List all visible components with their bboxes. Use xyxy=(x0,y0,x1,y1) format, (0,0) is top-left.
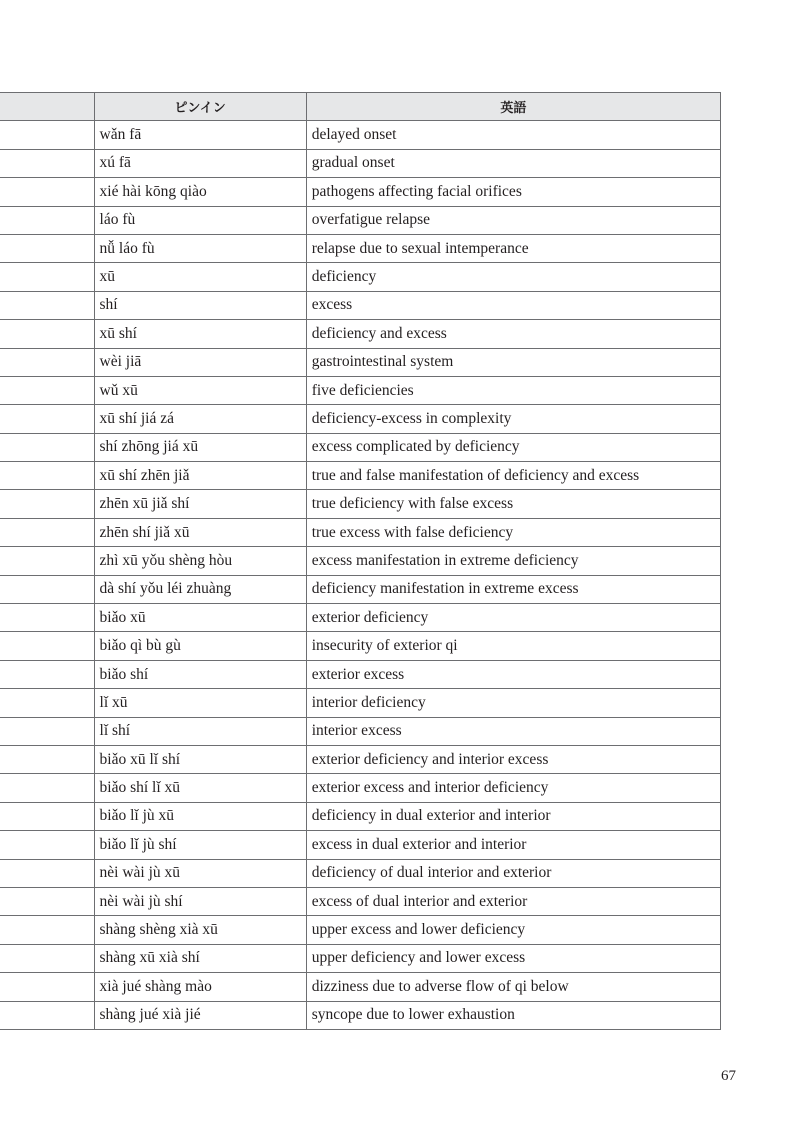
english-cell: deficiency in dual exterior and interior xyxy=(306,802,720,830)
table-row xyxy=(0,887,721,915)
hidden-column-cell xyxy=(0,689,94,717)
table-row xyxy=(0,689,721,717)
english-cell: excess of dual interior and exterior xyxy=(306,887,720,915)
table-row xyxy=(0,376,721,404)
pinyin-cell: xià jué shàng mào xyxy=(94,973,306,1001)
english-cell: five deficiencies xyxy=(306,376,720,404)
pinyin-cell: shàng xū xià shí xyxy=(94,944,306,972)
table-row xyxy=(0,263,721,291)
pinyin-cell: shí zhōng jiá xū xyxy=(94,433,306,461)
hidden-column-cell xyxy=(0,632,94,660)
table-row xyxy=(0,632,721,660)
table-header-row xyxy=(0,93,721,121)
pinyin-cell: biǎo shí lǐ xū xyxy=(94,774,306,802)
english-cell: true and false manifestation of deficiency and excess xyxy=(306,462,720,490)
english-cell: gradual onset xyxy=(306,149,720,177)
hidden-column-cell xyxy=(0,916,94,944)
hidden-column-cell xyxy=(0,234,94,262)
hidden-column-cell xyxy=(0,206,94,234)
hidden-column-cell xyxy=(0,1001,94,1029)
english-cell: deficiency xyxy=(306,263,720,291)
table-row xyxy=(0,291,721,319)
table-row xyxy=(0,802,721,830)
pinyin-cell: nǚ láo fù xyxy=(94,234,306,262)
pinyin-cell: lǐ shí xyxy=(94,717,306,745)
pinyin-cell: biǎo shí xyxy=(94,660,306,688)
hidden-column-cell xyxy=(0,263,94,291)
table-row xyxy=(0,859,721,887)
table-row xyxy=(0,320,721,348)
table-row xyxy=(0,973,721,1001)
pinyin-cell: shí xyxy=(94,291,306,319)
header-pinyin: ピンイン xyxy=(94,93,306,121)
english-cell: excess manifestation in extreme deficiency xyxy=(306,547,720,575)
pinyin-cell: zhēn xū jiǎ shí xyxy=(94,490,306,518)
hidden-column-cell xyxy=(0,973,94,1001)
english-cell: upper deficiency and lower excess xyxy=(306,944,720,972)
pinyin-cell: xū shí jiá zá xyxy=(94,405,306,433)
hidden-column-cell xyxy=(0,149,94,177)
english-cell: deficiency-excess in complexity xyxy=(306,405,720,433)
english-cell: upper excess and lower deficiency xyxy=(306,916,720,944)
english-cell: deficiency manifestation in extreme excess xyxy=(306,575,720,603)
english-cell: relapse due to sexual intemperance xyxy=(306,234,720,262)
english-cell: syncope due to lower exhaustion xyxy=(306,1001,720,1029)
pinyin-cell: xū xyxy=(94,263,306,291)
pinyin-cell: xú fā xyxy=(94,149,306,177)
pinyin-cell: zhì xū yǒu shèng hòu xyxy=(94,547,306,575)
hidden-column-cell xyxy=(0,405,94,433)
hidden-column-cell xyxy=(0,518,94,546)
english-cell: deficiency and excess xyxy=(306,320,720,348)
hidden-column-cell xyxy=(0,859,94,887)
english-cell: exterior deficiency and interior excess xyxy=(306,745,720,773)
hidden-column-cell xyxy=(0,745,94,773)
hidden-column-cell xyxy=(0,604,94,632)
pinyin-cell: xié hài kōng qiào xyxy=(94,178,306,206)
terminology-table xyxy=(0,92,721,1030)
english-cell: dizziness due to adverse flow of qi below xyxy=(306,973,720,1001)
pinyin-cell: xū shí zhēn jiǎ xyxy=(94,462,306,490)
hidden-column-cell xyxy=(0,944,94,972)
header-hidden-column xyxy=(0,93,94,121)
table-row xyxy=(0,405,721,433)
pinyin-cell: wǔ xū xyxy=(94,376,306,404)
pinyin-cell: biǎo xū lǐ shí xyxy=(94,745,306,773)
pinyin-cell: biǎo lǐ jù xū xyxy=(94,802,306,830)
pinyin-cell: biǎo qì bù gù xyxy=(94,632,306,660)
english-cell: excess complicated by deficiency xyxy=(306,433,720,461)
hidden-column-cell xyxy=(0,717,94,745)
pinyin-cell: biǎo xū xyxy=(94,604,306,632)
english-cell: pathogens affecting facial orifices xyxy=(306,178,720,206)
table-row xyxy=(0,234,721,262)
hidden-column-cell xyxy=(0,178,94,206)
table-row xyxy=(0,831,721,859)
table-row xyxy=(0,490,721,518)
pinyin-cell: nèi wài jù xū xyxy=(94,859,306,887)
pinyin-cell: shàng shèng xià xū xyxy=(94,916,306,944)
table-row xyxy=(0,1001,721,1029)
hidden-column-cell xyxy=(0,547,94,575)
pinyin-cell: shàng jué xià jié xyxy=(94,1001,306,1029)
pinyin-cell: biǎo lǐ jù shí xyxy=(94,831,306,859)
table-row xyxy=(0,604,721,632)
hidden-column-cell xyxy=(0,433,94,461)
table-row xyxy=(0,745,721,773)
english-cell: true deficiency with false excess xyxy=(306,490,720,518)
hidden-column-cell xyxy=(0,831,94,859)
english-cell: excess xyxy=(306,291,720,319)
english-cell: overfatigue relapse xyxy=(306,206,720,234)
hidden-column-cell xyxy=(0,774,94,802)
english-cell: deficiency of dual interior and exterior xyxy=(306,859,720,887)
pinyin-cell: wèi jiā xyxy=(94,348,306,376)
table-row xyxy=(0,916,721,944)
table-row xyxy=(0,547,721,575)
english-cell: true excess with false deficiency xyxy=(306,518,720,546)
hidden-column-cell xyxy=(0,575,94,603)
hidden-column-cell xyxy=(0,320,94,348)
english-cell: interior deficiency xyxy=(306,689,720,717)
table-row xyxy=(0,518,721,546)
english-cell: delayed onset xyxy=(306,121,720,149)
page-number: 67 xyxy=(721,1068,736,1084)
pinyin-cell: wǎn fā xyxy=(94,121,306,149)
pinyin-cell: dà shí yǒu léi zhuàng xyxy=(94,575,306,603)
table-body xyxy=(0,121,721,1030)
table-row xyxy=(0,944,721,972)
hidden-column-cell xyxy=(0,462,94,490)
english-cell: gastrointestinal system xyxy=(306,348,720,376)
english-cell: insecurity of exterior qi xyxy=(306,632,720,660)
table-row xyxy=(0,121,721,149)
english-cell: exterior excess xyxy=(306,660,720,688)
pinyin-cell: lǐ xū xyxy=(94,689,306,717)
hidden-column-cell xyxy=(0,376,94,404)
header-english: 英語 xyxy=(306,93,720,121)
table-row xyxy=(0,206,721,234)
hidden-column-cell xyxy=(0,348,94,376)
table-row xyxy=(0,575,721,603)
hidden-column-cell xyxy=(0,802,94,830)
hidden-column-cell xyxy=(0,887,94,915)
hidden-column-cell xyxy=(0,660,94,688)
table-row xyxy=(0,348,721,376)
english-cell: exterior excess and interior deficiency xyxy=(306,774,720,802)
table-row xyxy=(0,178,721,206)
hidden-column-cell xyxy=(0,291,94,319)
table-row xyxy=(0,660,721,688)
english-cell: interior excess xyxy=(306,717,720,745)
hidden-column-cell xyxy=(0,490,94,518)
hidden-column-cell xyxy=(0,121,94,149)
table-row xyxy=(0,717,721,745)
table-row xyxy=(0,433,721,461)
pinyin-cell: xū shí xyxy=(94,320,306,348)
table-row xyxy=(0,149,721,177)
pinyin-cell: zhēn shí jiǎ xū xyxy=(94,518,306,546)
english-cell: excess in dual exterior and interior xyxy=(306,831,720,859)
pinyin-cell: nèi wài jù shí xyxy=(94,887,306,915)
english-cell: exterior deficiency xyxy=(306,604,720,632)
table-row xyxy=(0,462,721,490)
table-row xyxy=(0,774,721,802)
pinyin-cell: láo fù xyxy=(94,206,306,234)
